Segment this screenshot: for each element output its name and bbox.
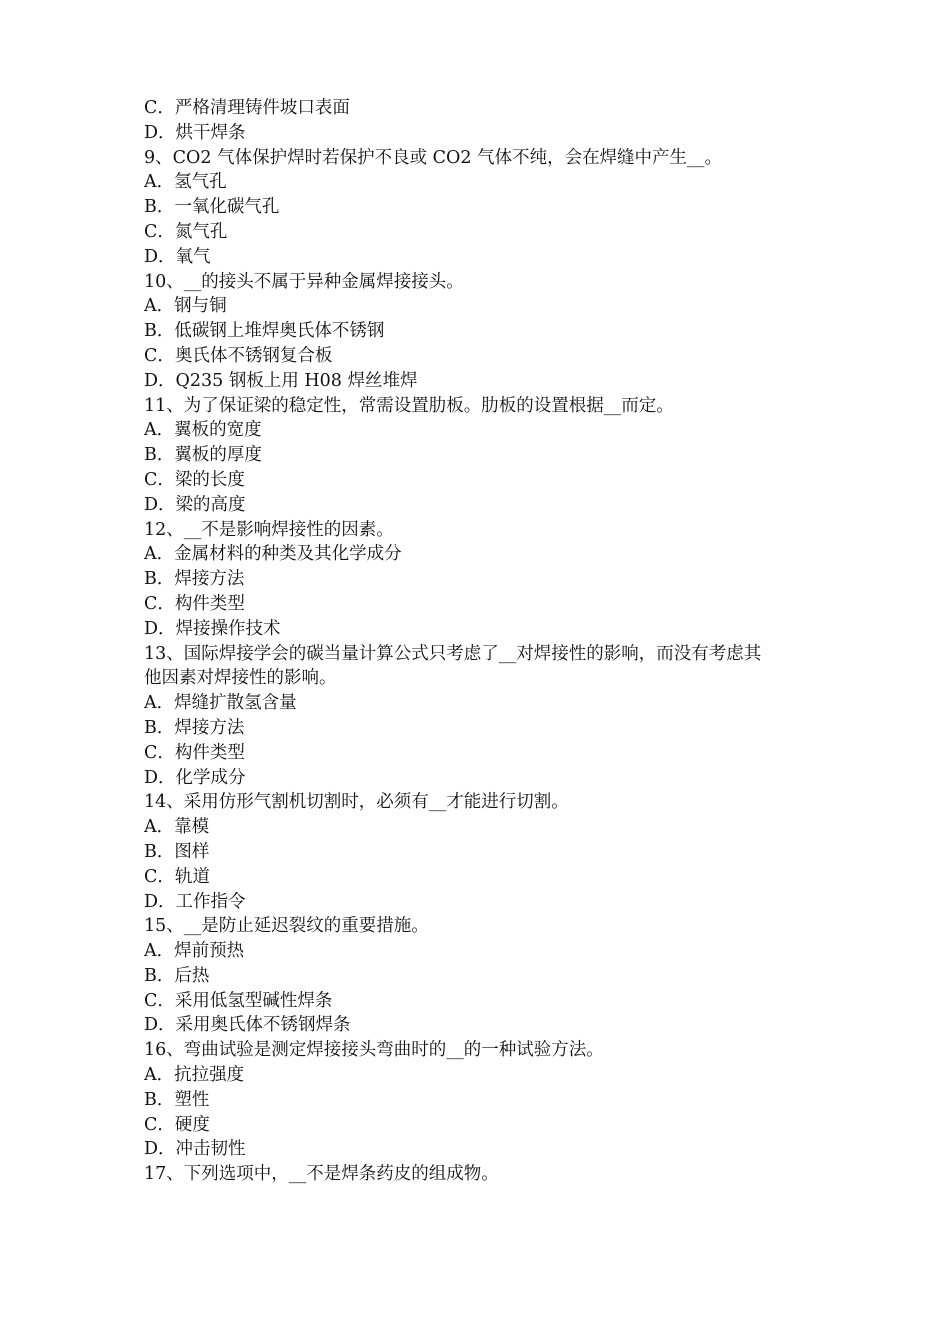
question-line: 15、__是防止延迟裂纹的重要措施。 [144, 916, 429, 937]
option-line: B．图样 [144, 841, 210, 862]
option-line: A．靠模 [144, 817, 210, 838]
option-line: C．硬度 [144, 1114, 210, 1135]
option-line: D．Q235 钢板上用 H08 焊丝堆焊 [144, 370, 418, 391]
option-line: B．焊接方法 [144, 569, 245, 590]
option-line: D．采用奥氏体不锈钢焊条 [144, 1015, 351, 1036]
option-line: A．焊前预热 [144, 941, 245, 962]
option-line: C．奥氏体不锈钢复合板 [144, 345, 333, 366]
question-line-continuation: 他因素对焊接性的影响。 [144, 668, 337, 689]
option-line: C．构件类型 [144, 742, 245, 763]
option-line: B．一氧化碳气孔 [144, 197, 280, 218]
option-line: B．焊接方法 [144, 717, 245, 738]
option-line: D．氧气 [144, 246, 211, 267]
option-line: D．工作指令 [144, 891, 246, 912]
option-line: D．烘干焊条 [144, 122, 246, 143]
question-line: 13、国际焊接学会的碳当量计算公式只考虑了__对焊接性的影响，而没有考虑其 [144, 643, 762, 664]
option-line: C．构件类型 [144, 593, 245, 614]
option-line: B．塑性 [144, 1089, 210, 1110]
question-line: 9、CO2 气体保护焊时若保护不良或 CO2 气体不纯，会在焊缝中产生__。 [144, 147, 723, 168]
question-line: 11、为了保证梁的稳定性，常需设置肋板。肋板的设置根据__而定。 [144, 395, 674, 416]
option-line: B．低碳钢上堆焊奥氏体不锈钢 [144, 321, 385, 342]
option-line: D．梁的高度 [144, 494, 246, 515]
option-line: A．钢与铜 [144, 296, 227, 317]
option-line: B．翼板的厚度 [144, 445, 262, 466]
question-line: 16、弯曲试验是测定焊接接头弯曲时的__的一种试验方法。 [144, 1040, 604, 1061]
document-page [144, 96, 814, 1187]
option-line: A．氢气孔 [144, 172, 227, 193]
question-line: 10、__的接头不属于异种金属焊接接头。 [144, 271, 464, 292]
option-line: D．化学成分 [144, 767, 246, 788]
option-line: D．焊接操作技术 [144, 618, 281, 639]
option-line: C．轨道 [144, 866, 210, 887]
option-line: C．严格清理铸件坡口表面 [144, 98, 350, 118]
option-line: D．冲击韧性 [144, 1139, 246, 1160]
option-line: C．梁的长度 [144, 469, 245, 490]
option-line: A．金属材料的种类及其化学成分 [144, 544, 402, 565]
question-line: 17、下列选项中，__不是焊条药皮的组成物。 [144, 1164, 499, 1185]
option-line: B．后热 [144, 965, 210, 986]
option-line: C．采用低氢型碱性焊条 [144, 990, 333, 1011]
option-line: A．翼板的宽度 [144, 420, 262, 441]
option-line: A．抗拉强度 [144, 1065, 245, 1086]
option-line: C．氮气孔 [144, 221, 228, 242]
question-line: 12、__不是影响焊接性的因素。 [144, 519, 394, 540]
question-line: 14、采用仿形气割机切割时，必须有__才能进行切割。 [144, 792, 569, 813]
option-line: A．焊缝扩散氢含量 [144, 693, 297, 714]
